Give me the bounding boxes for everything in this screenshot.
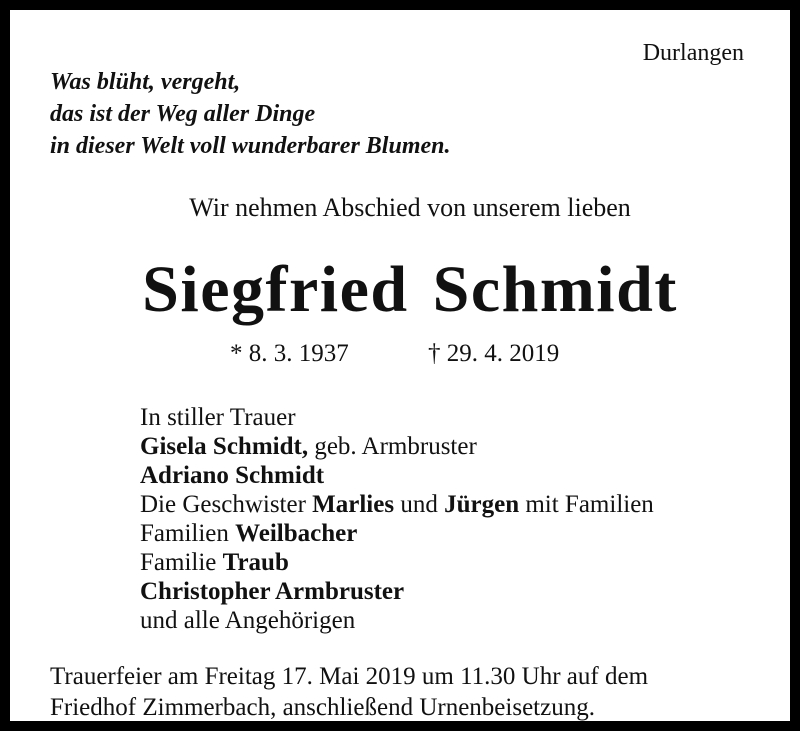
- service-info: [50, 661, 648, 723]
- poem-line: das ist der Weg aller Dinge: [50, 101, 316, 127]
- poem-line: in dieser Welt voll wunderbarer Blumen.: [50, 133, 451, 159]
- mourner-line: und alle Angehörigen: [140, 607, 356, 634]
- mourner-name: Gisela Schmidt,: [140, 433, 309, 460]
- mourner-line: [140, 461, 654, 490]
- deceased-last-name: Schmidt: [432, 253, 678, 326]
- mourner-line: [140, 577, 654, 606]
- location-label: Durlangen: [642, 40, 744, 66]
- mourner-text: Die Geschwister: [140, 491, 313, 518]
- mourner-line: [140, 519, 654, 548]
- mourner-name: Adriano Schmidt: [140, 462, 325, 489]
- poem: [50, 66, 451, 162]
- mourners-list: [140, 403, 654, 635]
- intro-text: Wir nehmen Abschied von unserem lieben: [189, 193, 631, 222]
- poem-line: Was blüht, vergeht,: [50, 69, 241, 95]
- mourner-line: [140, 548, 654, 577]
- mourner-name: Weilbacher: [235, 520, 358, 547]
- mourner-name: Marlies: [312, 491, 395, 518]
- service-line: Trauerfeier am Freitag 17. Mai 2019 um 11.30 Uhr auf dem: [50, 663, 649, 690]
- mourner-name: Jürgen: [444, 491, 520, 518]
- deceased-name: [10, 250, 800, 330]
- mourner-text: Familien: [140, 520, 236, 547]
- service-line: Friedhof Zimmerbach, anschließend Urnenbeisetzung.: [50, 694, 595, 721]
- mourner-name: Christopher Armbruster: [140, 578, 405, 605]
- mourner-line: [140, 490, 654, 519]
- mourner-text: mit Familien: [519, 491, 654, 518]
- mourner-line: [140, 432, 654, 461]
- mourner-text: Familie: [140, 549, 223, 576]
- death-date: † 29. 4. 2019: [428, 340, 560, 367]
- deceased-first-name: Siegfried: [142, 253, 409, 326]
- mourners-heading: In stiller Trauer: [140, 404, 296, 431]
- birth-date: * 8. 3. 1937: [230, 340, 349, 367]
- mourner-text: und: [394, 491, 445, 518]
- mourner-note: geb. Armbruster: [308, 433, 477, 460]
- mourner-name: Traub: [222, 549, 289, 576]
